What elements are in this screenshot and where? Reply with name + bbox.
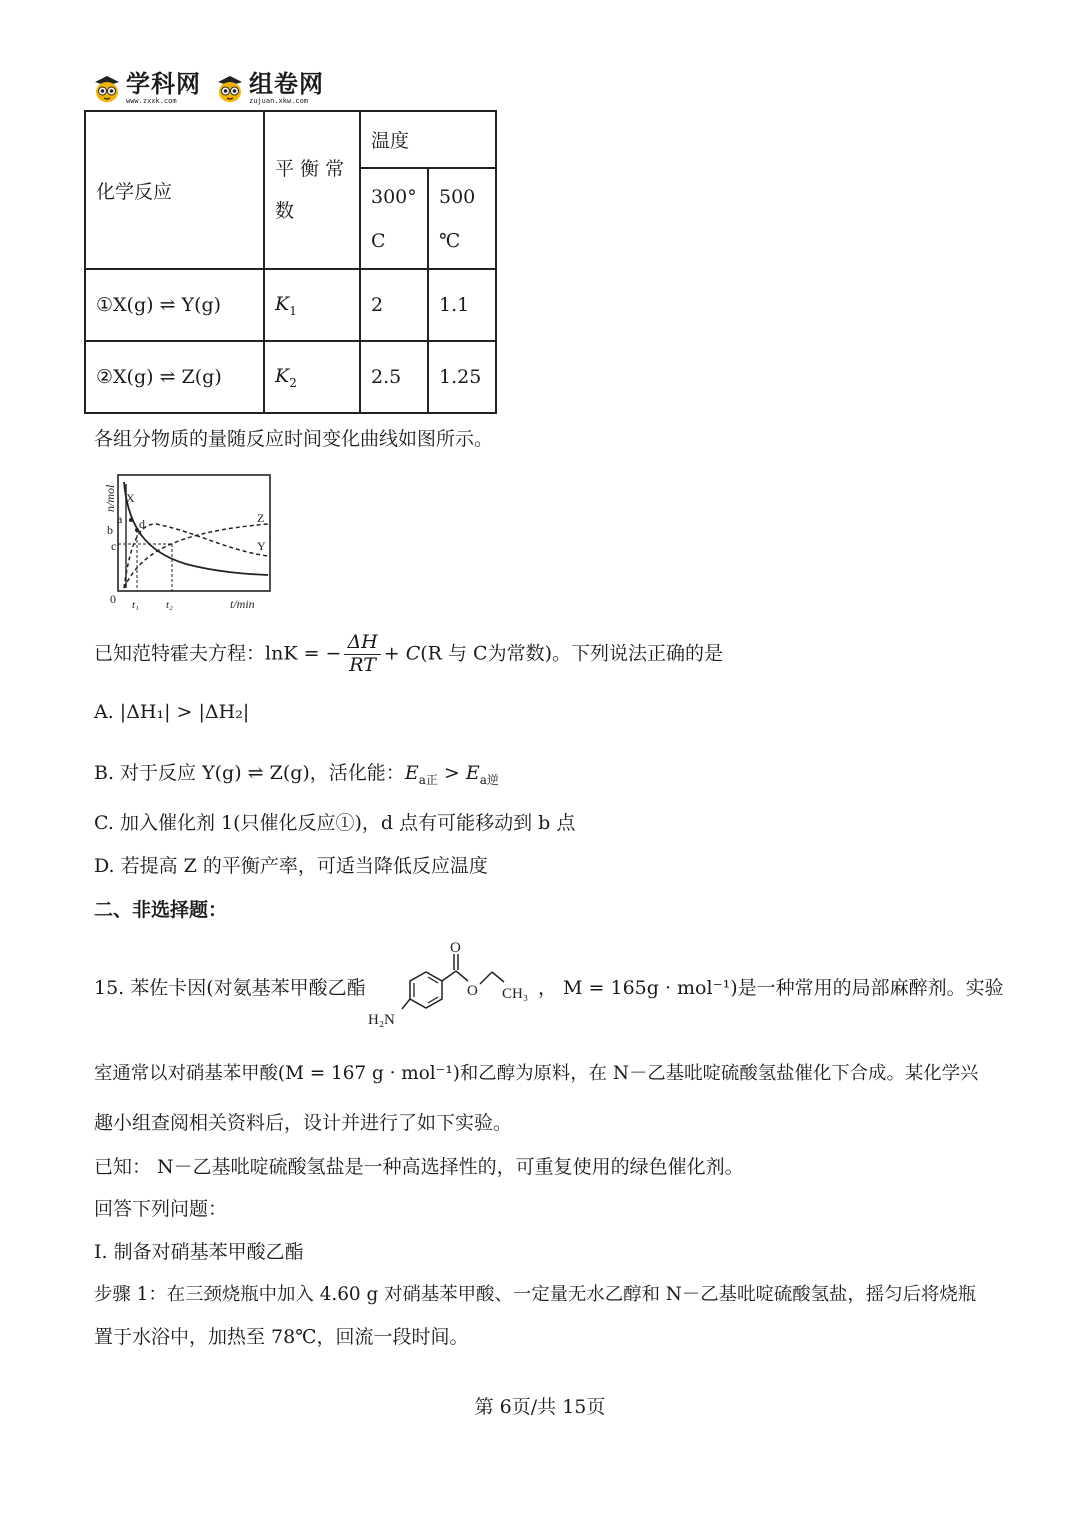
label-a: a [117, 512, 123, 526]
q15-prefix: 15. 苯佐卡因(对氨基苯甲酸乙酯 [94, 977, 366, 999]
t2-label: t₂ [166, 599, 173, 611]
q15-molar-mass: ， M = 165g · mol⁻¹)是一种常用的局部麻醉剂。实验 [538, 977, 1004, 999]
value-300-cell: 2.5 [360, 341, 428, 413]
benzocaine-structure [364, 936, 550, 1030]
header-temperature: 温度 [360, 111, 496, 168]
section-title: 二、非选择题： [94, 899, 228, 921]
header-temp-500: 500 ℃ [428, 168, 496, 269]
label-c: c [111, 539, 117, 553]
label-y: Y [257, 539, 266, 553]
logo-name: 组卷网 [249, 69, 324, 98]
vant-hoff-lhs: lnK = − [265, 642, 342, 665]
logo-row [92, 68, 324, 108]
t1-label: t₁ [132, 599, 139, 611]
table-row [85, 269, 496, 341]
option-a: A. |ΔH₁| > |ΔH₂| [94, 701, 250, 723]
vant-hoff-fraction: $\frac{\Delta H}{RT}$ [344, 632, 380, 677]
value-500-cell: 1.1 [428, 269, 496, 341]
option-d: D. 若提高 Z 的平衡产率，可适当降低反应温度 [94, 855, 488, 877]
reaction-curve-graph [96, 472, 281, 617]
curve-x [124, 482, 268, 575]
value-500-cell: 1.25 [428, 341, 496, 413]
methyl-group: CH₃ [502, 986, 529, 1002]
vant-hoff-line [94, 632, 723, 677]
q15-step1-b: 置于水浴中，加热至 78℃，回流一段时间。 [94, 1326, 469, 1348]
logo-url: www.zxxk.com [126, 96, 177, 105]
q15-part1: I. 制备对硝基苯甲酸乙酯 [94, 1241, 304, 1263]
vant-hoff-prefix: 已知范特霍夫方程： [94, 642, 266, 665]
label-d: d [139, 517, 145, 531]
curve-z [124, 524, 268, 588]
x-axis-label: t/min [230, 597, 255, 611]
benzene-ring [410, 972, 442, 1008]
option-c: C. 加入催化剂 1(只催化反应①)，d 点有可能移动到 b 点 [94, 812, 576, 834]
page-footer: 第 6页/共 15页 [474, 1396, 606, 1418]
label-b: b [107, 523, 113, 537]
owl-mascot-icon [92, 73, 122, 103]
origin-label: 0 [110, 592, 116, 606]
logo-zujuan [215, 69, 324, 105]
constant-cell: $K_2$ [264, 341, 360, 413]
reaction-cell: ②X(g) ⇌ Z(g) [85, 341, 264, 413]
logo-zxxk [92, 69, 201, 105]
constant-cell: $K_1$ [264, 269, 360, 341]
label-z: Z [257, 511, 265, 525]
ester-o: O [467, 983, 478, 999]
vant-hoff-constant: + C [383, 642, 421, 665]
carbonyl-o: O [450, 940, 461, 956]
q15-line2: 室通常以对硝基苯甲酸(M = 167 g · mol⁻¹)和乙醇为原料，在 N－乙基吡啶硫酸氢盐催化下合成。某化学兴 [94, 1063, 979, 1084]
value-300-cell: 2 [360, 269, 428, 341]
q15-line3: 趣小组查阅相关资料后，设计并进行了如下实验。 [94, 1112, 513, 1134]
owl-mascot-icon [215, 73, 245, 103]
q15-known: 已知： N－乙基吡啶硫酸氢盐是一种高选择性的，可重复使用的绿色催化剂。 [94, 1156, 744, 1178]
vant-hoff-suffix: 。下列说法正确的是 [552, 642, 724, 665]
header-constant: 平 衡 常 数 [264, 111, 360, 269]
point-a [129, 518, 133, 522]
amino-group: H₂N [368, 1012, 395, 1028]
vant-hoff-paren: (R 与 C为常数) [420, 642, 552, 665]
graph-caption: 各组分物质的量随反应时间变化曲线如图所示。 [94, 428, 494, 450]
q15-answer-prompt: 回答下列问题： [94, 1198, 228, 1220]
reaction-cell: ①X(g) ⇌ Y(g) [85, 269, 264, 341]
y-axis-label: n/mol [103, 484, 117, 512]
q15-step1-a: 步骤 1：在三颈烧瓶中加入 4.60 g 对硝基苯甲酸、一定量无水乙醇和 N－乙基吡啶硫酸氢盐，摇匀后将烧瓶 [94, 1284, 977, 1305]
table-row [85, 341, 496, 413]
curve-y [124, 524, 268, 588]
logo-name: 学科网 [126, 69, 201, 98]
header-reaction: 化学反应 [85, 111, 264, 269]
label-x: X [126, 491, 135, 505]
logo-url: zujuan.xkw.com [249, 96, 309, 105]
equilibrium-table [84, 110, 497, 414]
header-temp-300: 300°C [360, 168, 428, 269]
option-b: B. 对于反应 Y(g) ⇌ Z(g)，活化能：$E_{a正} > E_{a逆}$ [94, 762, 499, 787]
